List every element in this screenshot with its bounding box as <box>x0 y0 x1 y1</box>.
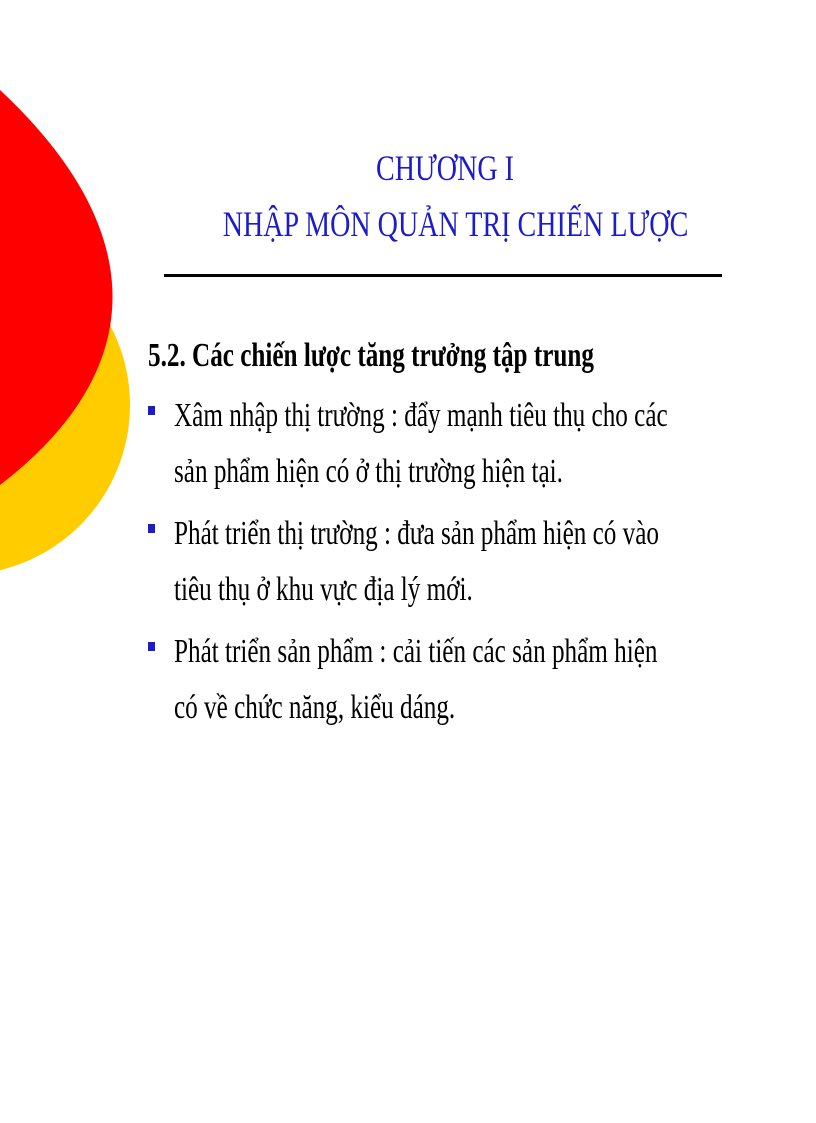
title-divider <box>164 274 722 277</box>
slide-title <box>160 140 730 252</box>
bullet-text <box>174 388 748 500</box>
chapter-subtitle: NHẬP MÔN QUẢN TRỊ CHIẾN LƯỢC <box>222 204 689 244</box>
bullet-text <box>174 624 748 736</box>
bullet-text-line: tiêu thụ ở khu vực địa lý mới. <box>174 571 473 608</box>
bullet-list <box>148 388 748 736</box>
section-heading: 5.2. Các chiến lược tăng trưởng tập trung <box>148 337 594 374</box>
chapter-title: CHƯƠNG I <box>375 148 515 188</box>
square-bullet-icon <box>148 642 155 651</box>
square-bullet-icon <box>148 524 155 533</box>
bullet-text-line: có về chức năng, kiểu dáng. <box>174 689 456 726</box>
list-item <box>148 506 748 618</box>
bullet-text-line: Phát triển thị trường : đưa sản phẩm hiện có vào <box>174 515 659 552</box>
list-item <box>148 388 748 500</box>
bullet-text <box>174 506 748 618</box>
decorative-circles <box>0 0 140 600</box>
bullet-text-line: Phát triển sản phẩm : cải tiến các sản phẩm hiện <box>174 633 658 670</box>
square-bullet-icon <box>148 406 155 415</box>
list-item <box>148 624 748 736</box>
bullet-text-line: Xâm nhập thị trường : đẩy mạnh tiêu thụ cho các <box>174 397 668 434</box>
slide-content <box>148 328 748 742</box>
bullet-text-line: sản phẩm hiện có ở thị trường hiện tại. <box>174 453 563 490</box>
